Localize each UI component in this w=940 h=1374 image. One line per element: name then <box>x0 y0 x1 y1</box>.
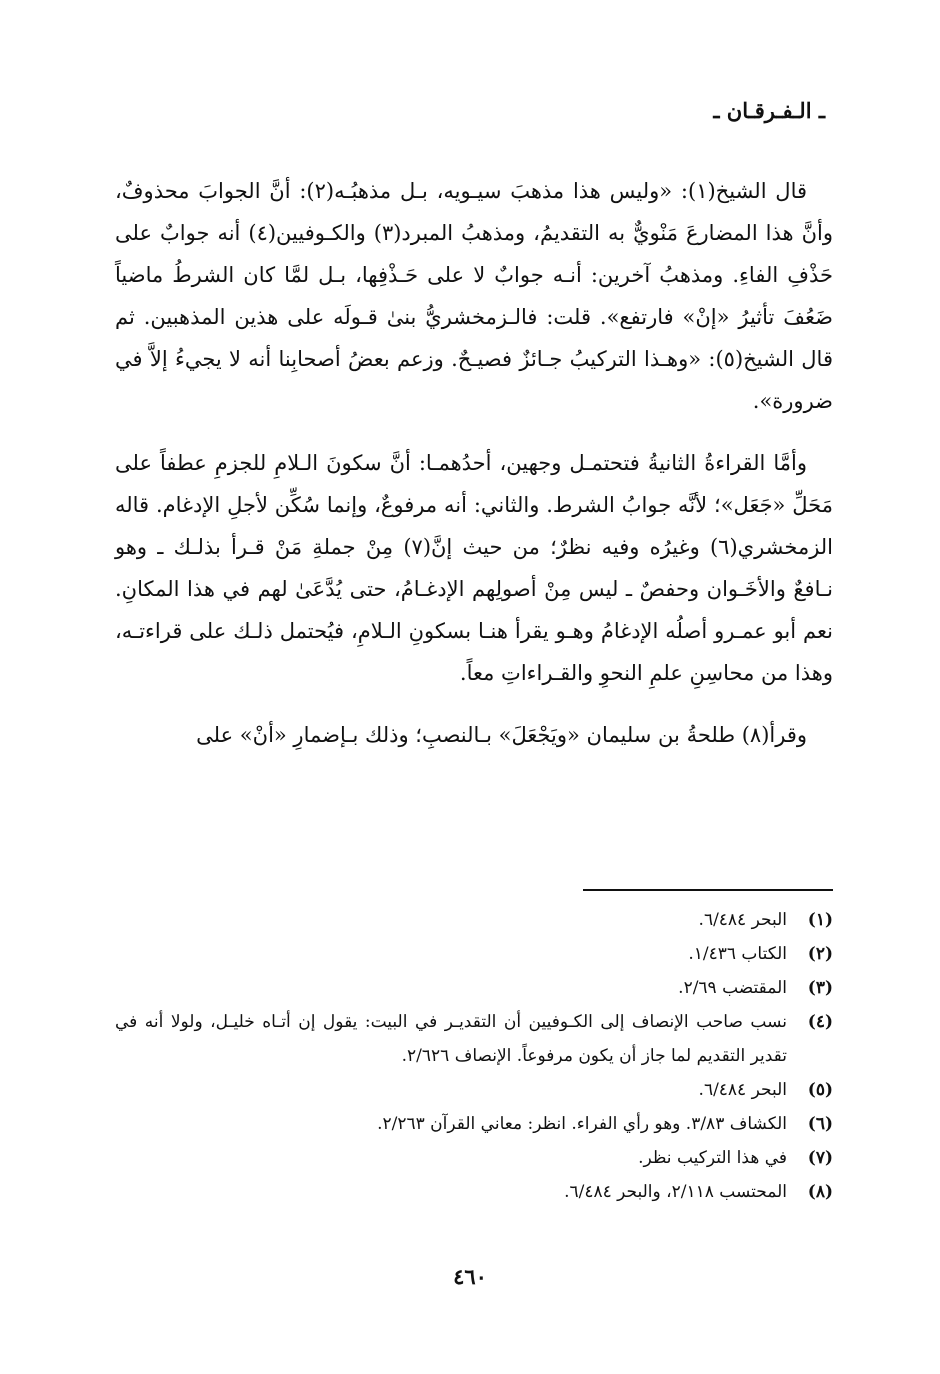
paragraph: وأمَّا القراءةُ الثانيةُ فتحتمـل وجهين، أحدُهمـا: أنَّ سكونَ الـلامِ للجزمِ عطفاً على مَحَلِّ «جَعَل»؛ لأنَّه جوابُ الشرط. والثاني: أنه مرفوعٌ، وإنما سُكِّن لأجلِ الإدغام. قاله الزمخشري(٦) وغيرُه وفيه نظرٌ؛ من حيث إنَّ(٧) مِنْ جملةِ مَنْ قـرأ بذلـك ـ وهو نـافعٌ والأخَـوان وحفصٌ ـ ليس مِنْ أصولِهم الإدغـامُ، حتى يُدَّعَىٰ لهم في هذا المكانِ. نعم أبو عمـرو أصلُه الإدغامُ وهـو يقرأ هنـا بسكونِ الـلامِ، فيُحتمل ذلـك على قراءتـه، وهذا من محاسِنِ علمِ النحوِ والقـراءاتِ معاً. <box>115 451 834 685</box>
footnote-number: (٤) <box>807 1012 833 1032</box>
footnote-text: الكشاف ٣/٨٣. وهو رأي الفراء. انظر: معاني القرآن ٢/٢٦٣. <box>377 1114 787 1134</box>
footnote-item <box>115 1141 833 1175</box>
paragraph: قال الشيخ(١): «وليس هذا مذهبَ سيـويه، بـل مذهبُـه(٢): أنَّ الجوابَ محذوفٌ، وأنَّ هذا المضارعَ مَنْويٌّ به التقديمُ، ومذهبُ المبرد(٣) والكـوفيين(٤) أنه جوابٌ على حَذْفِ الفاءِ. ومذهبُ آخرين: أنـه جوابٌ لا على حَـذْفِها، بـل لمَّا كان الشرطُ ماضياً ضَعُفَ تأثيرُ «إنْ» فارتفع». قلت: فالـزمخشريُّ بنىٰ قـولَه على هذين المذهبين. ثم قال الشيخ(٥): «وهـذا التركيبُ جـائزٌ فصيـحٌ. وزعم بعضُ أصحابِنا أنه لا يجيءُ إلاَّ في ضرورة». <box>115 179 834 413</box>
footnote-text: المحتسب ٢/١١٨، والبحر ٦/٤٨٤. <box>564 1182 787 1202</box>
footnote-item <box>115 1073 833 1107</box>
footnote-item <box>115 937 833 971</box>
main-text <box>115 170 833 776</box>
footnote-item <box>115 971 833 1005</box>
page-number: ٤٦٠ <box>453 1264 487 1289</box>
footnote-number: (٢) <box>807 944 833 964</box>
footnote-text: المقتضب ٢/٦٩. <box>678 978 787 998</box>
footnote-item <box>115 1175 833 1209</box>
footnote-number: (٧) <box>807 1148 833 1168</box>
footnote-number: (٦) <box>807 1114 833 1134</box>
footnote-text: في هذا التركيب نظر. <box>638 1148 787 1168</box>
footnote-number: (٥) <box>807 1080 833 1100</box>
running-header: ـ الـفـرقـان ـ <box>713 98 825 123</box>
footnote-separator <box>583 889 833 891</box>
footnote-text: البحر ٦/٤٨٤. <box>698 1080 787 1100</box>
footnote-text: البحر ٦/٤٨٤. <box>698 910 787 930</box>
footnote-number: (١) <box>807 910 833 930</box>
footnote-item <box>115 1107 833 1141</box>
paragraph: وقرأ(٨) طلحةُ بن سليمان «ويَجْعَلَ» بـالنصبِ؛ وذلك بـإضمارِ «أنْ» على <box>196 723 807 747</box>
footnote-item <box>115 903 833 937</box>
footnote-number: (٣) <box>807 978 833 998</box>
footnote-text: الكتاب ١/٤٣٦. <box>688 944 787 964</box>
footnote-text: نسب صاحب الإنصاف إلى الكـوفيين أن التقديـر في البيت: يقول إن أتـاه خليـل، ولولا أنه في تقدير التقديم لما جاز أن يكون مرفوعاً. الإنصاف ٢/٦٢٦. <box>115 1012 787 1066</box>
footnote-item <box>115 1005 833 1073</box>
footnote-number: (٨) <box>807 1182 833 1202</box>
footnotes <box>115 903 833 1209</box>
